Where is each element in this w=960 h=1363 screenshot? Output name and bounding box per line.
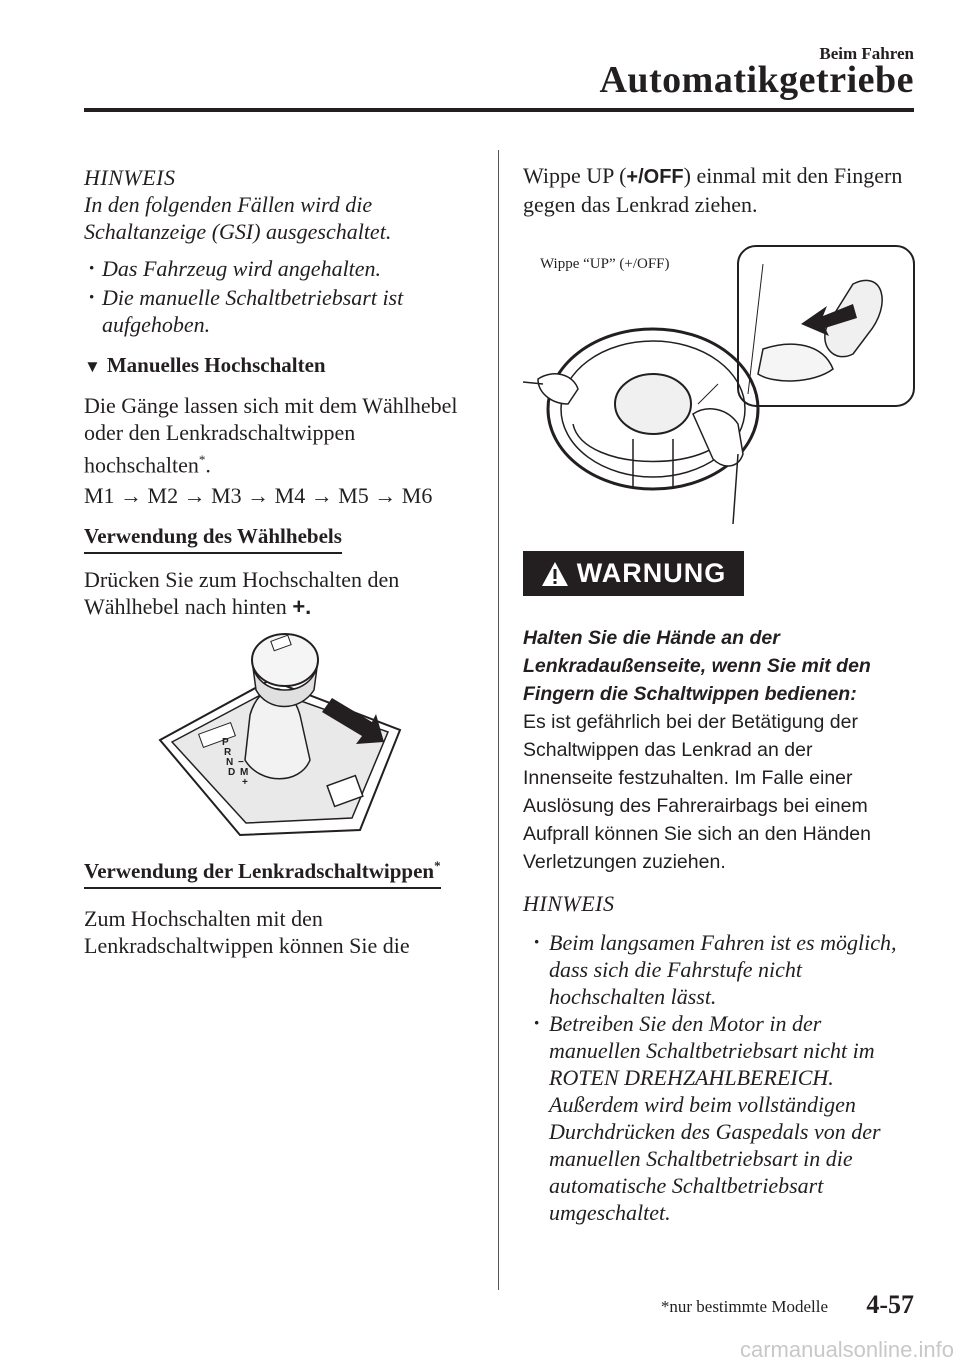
right-note: [523, 890, 918, 1226]
shifter-label: −: [238, 757, 244, 768]
note-bullet-list: [523, 929, 918, 1226]
shifter-label: D: [228, 767, 236, 778]
warning-label: WARNUNG: [576, 558, 727, 588]
shifter-label: M: [240, 767, 249, 778]
sub-heading-paddles: Verwendung der Lenkradschaltwippen*: [84, 852, 441, 889]
section-heading: ▼ Manuelles Hochschalten: [84, 353, 326, 377]
list-item: · Das Fahrzeug wird angehalten.: [84, 255, 479, 282]
page-title: Automatikgetriebe: [599, 59, 914, 101]
up-off-tag: +/OFF: [626, 166, 684, 188]
note-heading: HINWEIS: [523, 891, 615, 916]
list-item: · Beim langsamen Fahren ist es möglich, dass sich die Fahrstufe nicht hochschalten lässt.: [523, 929, 918, 1010]
footer-note: *nur bestimmte Modelle: [660, 1297, 828, 1316]
sub-heading-selector-lever: Verwendung des Wählhebels: [84, 523, 342, 554]
page-number: 4-57: [866, 1290, 914, 1319]
gear-shifter-illustration: [150, 620, 410, 840]
triangle-marker-icon: ▼: [84, 357, 101, 376]
column-divider: [498, 150, 499, 1290]
sub2-text: Zum Hochschalten mit den Lenkradschaltwippen können Sie die: [84, 906, 410, 958]
left-column: [84, 164, 479, 620]
watermark: carmanualsonline.info: [739, 1337, 954, 1362]
section-text: Die Gänge lassen sich mit dem Wählhebel oder den Lenkradschaltwippen hochschalten*.: [84, 393, 458, 478]
header-rule: [84, 108, 914, 112]
gear-sequence: M1 → M2 → M3 → M4 → M5 → M6: [84, 483, 433, 509]
note-text: In den folgenden Fällen wird die Schaltanzeige (GSI) ausgeschaltet.: [84, 192, 392, 244]
sub1-text: Drücken Sie zum Hochschalten den Wählhebel nach hinten +.: [84, 567, 400, 620]
right-column-intro: Wippe UP (+/OFF) einmal mit den Fingern gegen das Lenkrad ziehen.: [523, 163, 903, 217]
warning-text: Es ist gefährlich bei der Betätigung der Schaltwippen das Lenkrad an der Innenseite festzuhalten. Im Falle einer Auslösung des Fahrerairbags bei einem Aufprall können Sie sich an den Händen Verletzungen zuziehen.: [523, 711, 871, 873]
shifter-label: N: [226, 757, 234, 768]
shifter-label: +: [242, 777, 248, 788]
warning-label-box: [523, 551, 744, 596]
header-section: Beim Fahren: [819, 44, 914, 63]
shifter-label: R: [224, 747, 232, 758]
left-column-lower: [84, 852, 484, 959]
steering-wheel-illustration: [523, 244, 918, 529]
list-item: · Die manuelle Schaltbetriebsart ist aufgehoben.: [84, 284, 479, 338]
list-item: · Betreiben Sie den Motor in der manuellen Schaltbetriebsart nicht im ROTEN DREHZAHLBEREICH. Außerdem wird beim vollständigen Durchdrücken des Gaspedals von der manuellen Schaltbetriebsart in die automatische Schaltbetriebsart umgeschaltet.: [523, 1010, 918, 1226]
warning-triangle-icon: [541, 561, 569, 587]
note-bullet-list: [84, 255, 479, 338]
shifter-label: P: [222, 737, 229, 748]
callout-label: Wippe “UP” (+/OFF): [540, 256, 670, 272]
note-heading: HINWEIS: [84, 165, 176, 190]
warning-bold-text: Halten Sie die Hände an der Lenkradaußenseite, wenn Sie mit den Fingern die Schaltwippen bedienen:: [523, 627, 871, 705]
warning-body: [523, 624, 903, 876]
